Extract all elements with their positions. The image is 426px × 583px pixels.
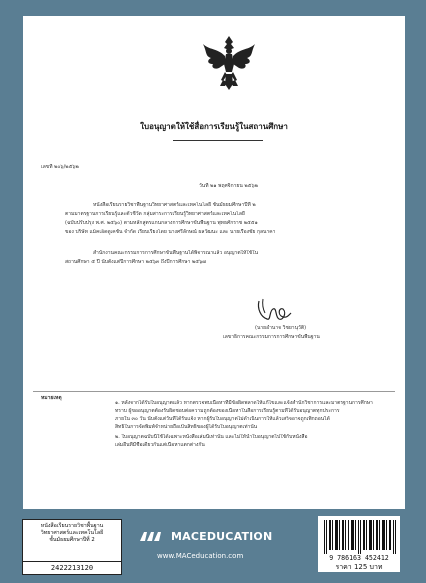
barcode-icon (324, 520, 396, 554)
book-info-line: หนังสือเรียนรายวิชาพื้นฐาน (40, 523, 104, 529)
body-line: ตามมาตรฐานการเรียนรู้และตัวชี้วัด กลุ่มสาระการเรียนรู้วิทยาศาสตร์และเทคโนโลยี (65, 211, 245, 217)
notes-label: หมายเหตุ (41, 395, 62, 401)
body-line: (ฉบับปรับปรุง พ.ศ. ๒๕๖๐) ตามหลักสูตรแกนกลางการศึกษาขั้นพื้นฐาน พุทธศักราช ๒๕๕๑ (65, 220, 258, 226)
approval-line: สถานศึกษา ๕ ปี นับตั้งแต่ปีการศึกษา ๒๕๖๓ ถึงปีการศึกษา ๒๕๖๗ (65, 259, 207, 265)
note-line: ภายใน ๓๐ วัน นับตั้งแต่วันที่ได้รับแจ้ง หากผู้รับใบอนุญาตไม่ดำเนินการให้แล้วเสร็จอาจถูกเพิกถอนได้ (115, 416, 330, 422)
note-line: เล่มอื่นที่มีชื่อเดียวกันแต่เนื้อหาแตกต่างกัน (115, 442, 205, 448)
document-title: ใบอนุญาตให้ใช้สื่อการเรียนรู้ในสถานศึกษา (140, 122, 288, 131)
book-info-line: ชั้นมัธยมศึกษาปีที่ 2 (49, 537, 95, 543)
handwritten-signature-icon (253, 297, 293, 325)
notes-divider (33, 391, 395, 392)
document-number: เลขที่ ๒๐๖/๒๕๖๒ (41, 164, 79, 170)
signer-name: (นายอำนาจ วิชยานุวัติ) (255, 325, 307, 331)
brand-name: MACEDUCATION (171, 530, 273, 543)
isbn-barcode (318, 516, 400, 572)
book-code: 2422213120 (23, 561, 121, 574)
note-line: ๒. ใบอนุญาตฉบับนี้ใช้ได้เฉพาะหนังสือเล่มนี้เท่านั้น และไม่ให้นำใบอนุญาตไปใช้กับหนังสือ (115, 434, 308, 440)
approval-line: สำนักงานคณะกรรมการการศึกษาขั้นพื้นฐานได้พิจารณาแล้ว อนุญาตให้ใช้ใน (93, 250, 258, 256)
body-line: ของ บริษัท แม็คเอ็ดดูเคชั่น จำกัด เรียบเรียงโดย นางศรีลักษณ์ ผลวัฒนะ และ นายเรืองชัย กุลนาคา (65, 229, 276, 235)
note-line: สิทธิในการจัดพิมพ์จำหน่ายถือเป็นสิทธิของผู้ได้รับใบอนุญาตเท่านั้น (115, 424, 258, 430)
title-underline (173, 140, 263, 141)
permit-document (23, 16, 405, 509)
garuda-emblem-icon (201, 34, 257, 92)
document-date: วันที่ ๒๑ พฤศจิกายน ๒๕๖๒ (199, 183, 258, 189)
publisher-logo (140, 530, 272, 543)
signer-title: เลขาธิการคณะกรรมการการศึกษาขั้นพื้นฐาน (223, 334, 320, 340)
isbn-number: 9 786163 452412 (329, 554, 389, 562)
book-info-box (22, 519, 122, 575)
note-line: ๑. หลังจากได้รับใบอนุญาตแล้ว หากตรวจพบเนื้อหาที่มีข้อผิดพลาดให้แก้ไขและแจ้งสำนักวิชาการและมาตรฐานการศึกษา (115, 400, 373, 406)
book-info-line: วิทยาศาสตร์และเทคโนโลยี (40, 530, 104, 536)
price-label: ราคา 125 บาท (335, 563, 383, 571)
mac-logo-icon (140, 532, 168, 541)
note-line: ทราบ ผู้ขออนุญาตต้องรับผิดชอบต่อความถูกต้องของเนื้อหาในสื่อการเรียนรู้ตามที่ได้รับอนุญาตทุกประการ (115, 408, 340, 414)
publisher-url: www.MACeducation.com (157, 552, 244, 560)
body-line: หนังสือเรียนรายวิชาพื้นฐานวิทยาศาสตร์และเทคโนโลยี ชั้นมัธยมศึกษาปีที่ ๒ (93, 202, 256, 208)
